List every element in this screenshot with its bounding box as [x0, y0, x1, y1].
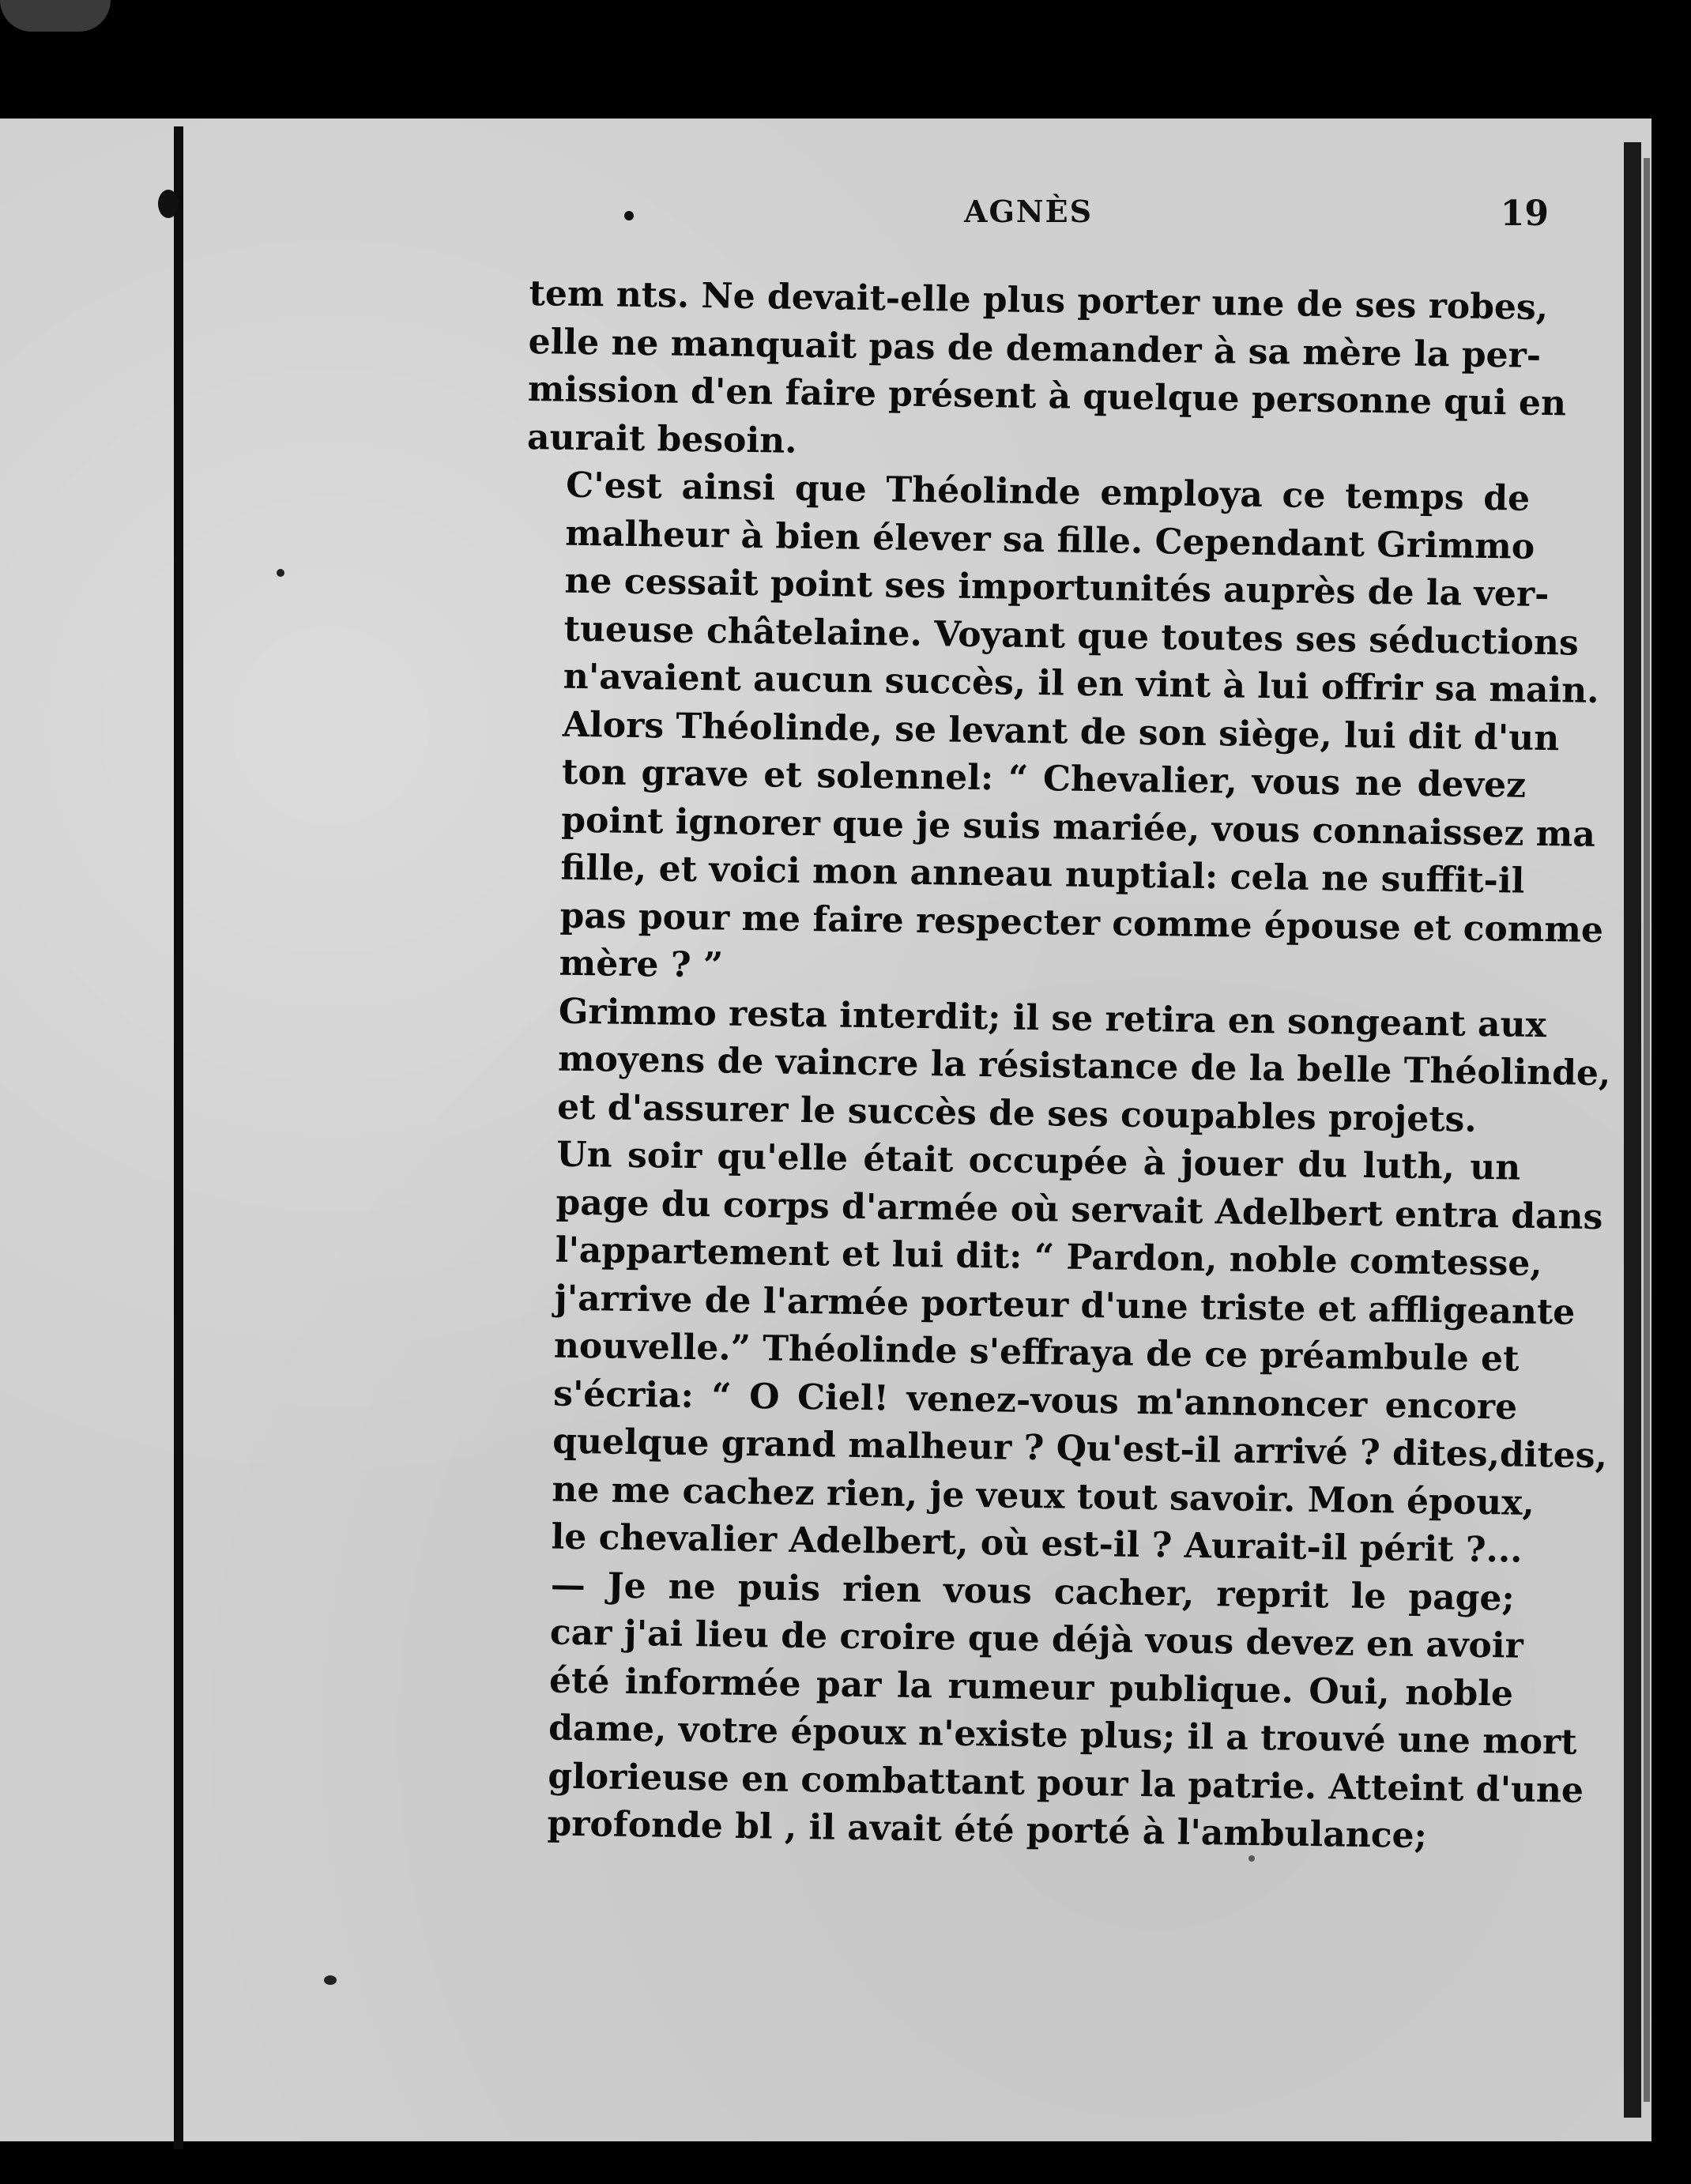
paragraph [507, 1561, 1584, 1862]
text-line: Grimmo resta interdit; il se retira en songeant aux [558, 991, 1547, 1045]
header-bullet [624, 211, 634, 220]
page-edge-shadow [1644, 158, 1650, 2102]
text-line: le chevalier Adelbert, où est-il ? Aurait-il périt ?... [551, 1516, 1523, 1571]
text-line: pas pour me faire respecter comme épouse et comme [559, 895, 1604, 951]
text-line: Alors Théolinde, se levant de son siège, lui dit d'un [562, 704, 1560, 759]
paragraph [518, 987, 1611, 1144]
text-line: s'écria: “ O Ciel! venez-vous m'annoncer encore [552, 1373, 1518, 1428]
text-line: mère ? ” [559, 943, 724, 986]
text-line: C'est ainsi que Théolinde employa ce temps de [565, 465, 1531, 519]
ink-speck [277, 569, 284, 577]
text-line: tueuse châtelaine. Voyant que toutes ses séductions [563, 608, 1580, 664]
text-line: n'avaient aucun succès, il en vint à lui offrir sa main. [563, 656, 1599, 711]
ink-speck [324, 1975, 337, 1985]
text-line: quelque grand malheur ? Qu'est-il arrivé ? dites,dites, [552, 1421, 1608, 1477]
running-title: AGNÈS [964, 194, 1094, 229]
text-line: car j'ai lieu de croire que déjà vous devez en avoir [549, 1612, 1524, 1666]
text-line: été informée par la rumeur publique. Oui, noble [548, 1660, 1514, 1715]
running-header [522, 194, 1549, 249]
binding-gutter [174, 126, 183, 2149]
text-line: profonde bl , il avait été porté à l'ambulance; [547, 1803, 1428, 1857]
text-line: nouvelle.” Théolinde s'effraya de ce préambule et [553, 1325, 1520, 1380]
text-line: moyens de vaincre la résistance de la belle Théolinde, [557, 1038, 1611, 1094]
text-line: ne cessait point ses importunités auprès de la ver- [564, 560, 1550, 616]
text-line: point ignorer que je suis mariée, vous connaissez ma [560, 800, 1596, 855]
text-line: mission d'en faire présent à quelque personne qui en [527, 368, 1567, 424]
text-line: dame, votre époux n'existe plus; il a trouvé une mort [548, 1708, 1577, 1763]
paragraph [511, 1131, 1608, 1575]
gutter-mark [158, 190, 179, 218]
text-line: ne me cachez rien, je veux tout savoir. Mon époux, [552, 1469, 1535, 1523]
text-line: j'arrive de l'armée porteur d'une triste et affligeante [554, 1278, 1576, 1333]
text-line: — Je ne puis rien vous cacher, reprit le page; [550, 1565, 1516, 1619]
scan-artifact [0, 0, 111, 32]
text-line: Un soir qu'elle était occupée à jouer du luth, un [556, 1134, 1521, 1188]
text-line: page du corps d'armée où servait Adelbert entra dans [556, 1182, 1603, 1237]
text-line: et d'assurer le succès de ses coupables projets. [556, 1086, 1478, 1140]
page-number: 19 [1500, 194, 1549, 234]
text-line: fille, et voici mon anneau nuptial: cela ne suffit-il [560, 847, 1525, 902]
text-line: tem nts. Ne devait-elle plus porter une de ses robes, [529, 273, 1549, 329]
text-line: elle ne manquait pas de demander à sa mère la per- [528, 321, 1542, 376]
text-line: l'appartement et lui dit: “ Pardon, noble comtesse, [555, 1229, 1543, 1285]
body-text [507, 270, 1611, 1862]
text-line: glorieuse en combattant pour la patrie. Atteint d'une [548, 1756, 1584, 1811]
paragraph [519, 461, 1604, 1001]
paragraph [526, 270, 1567, 476]
text-line: malheur à bien élever sa fille. Cependant Grimmo [565, 513, 1535, 567]
page-edge [1624, 142, 1641, 2118]
text-line: aurait besoin. [526, 416, 797, 461]
text-line: ton grave et solennel: “ Chevalier, vous ne devez [561, 751, 1527, 806]
